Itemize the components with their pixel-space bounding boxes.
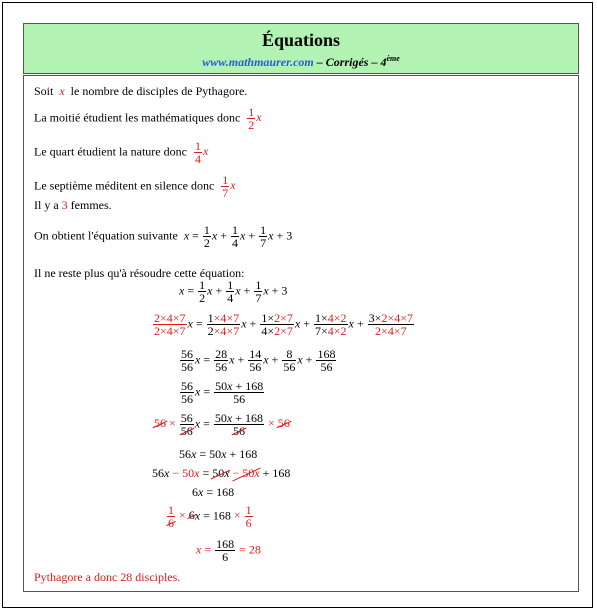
header-banner — [23, 23, 579, 74]
text-line-7: Il ne reste plus qu'à résoudre cette équation: — [34, 266, 245, 280]
step-10: x = $\frac{168}{6}$ = 28 — [196, 537, 261, 564]
page-frame — [2, 2, 593, 608]
content-panel — [23, 75, 579, 592]
header-subtitle: www.mathmaurer.com – Corrigés – 4ème — [202, 54, 400, 69]
site-link[interactable]: www.mathmaurer.com — [202, 55, 314, 69]
text-line-6: On obtient l'équation suivante x = $\frac{1}{2}$ x + $\frac{1}{4}$ x + $\frac{1}{7}$ x + 3 — [34, 223, 293, 250]
text-line-4: Le septième méditent en silence donc $\frac{1}{7}$ x — [34, 173, 236, 200]
text-line-3: Le quart étudient la nature donc $\frac{1}{4}$ x — [34, 139, 209, 166]
step-1: x = $\frac{1}{2}$ x + $\frac{1}{4}$ x + $\frac{1}{7}$ x + 3 — [179, 278, 288, 305]
step-4: $\frac{56}{56}$ x = $\frac{50x + 168}{56}$ — [181, 379, 264, 406]
step-5: 56 × $\frac{56}{56}$ x = $\frac{50x + 168}{56}$ × 56 — [154, 411, 290, 438]
conclusion-text: Pythagore a donc 28 disciples. — [34, 570, 181, 584]
step-2: $\frac{2\times 4\times 7}{2\times 4\times 7}$ x = $\frac{1\times 4\times 7}{2\times 4\times 7}$ x + $\frac{1\times 2\times 7}{4\times 2\times 7}$ x + $\frac{1\times 4\times 2}{7\times 4\times 2}$ x + $\frac{3\times 2\times 4\times 7}{2\times 4\times 7}$ — [154, 311, 413, 338]
text-line-2: La moitié étudient les mathématiques donc $\frac{1}{2}$ x — [34, 105, 262, 132]
page-title: Équations — [261, 30, 341, 50]
text-line-1: Soit x le nombre de disciples de Pythagore. — [34, 84, 248, 98]
step-3: $\frac{56}{56}$ x = $\frac{28}{56}$ x + $\frac{14}{56}$ x + $\frac{8}{56}$ x + $\frac{168}{56}$ — [181, 347, 336, 374]
step-6: 56x = 50x + 168 — [179, 447, 258, 461]
text-line-5: Il y a 3 femmes. — [34, 198, 112, 212]
step-7: 56x − 50x = 50x − 50x + 168 — [152, 466, 291, 480]
step-9: $\frac{1}{6}$ × 6x = 168 × $\frac{1}{6}$ — [168, 503, 252, 530]
step-8: 6x = 168 — [192, 485, 235, 499]
